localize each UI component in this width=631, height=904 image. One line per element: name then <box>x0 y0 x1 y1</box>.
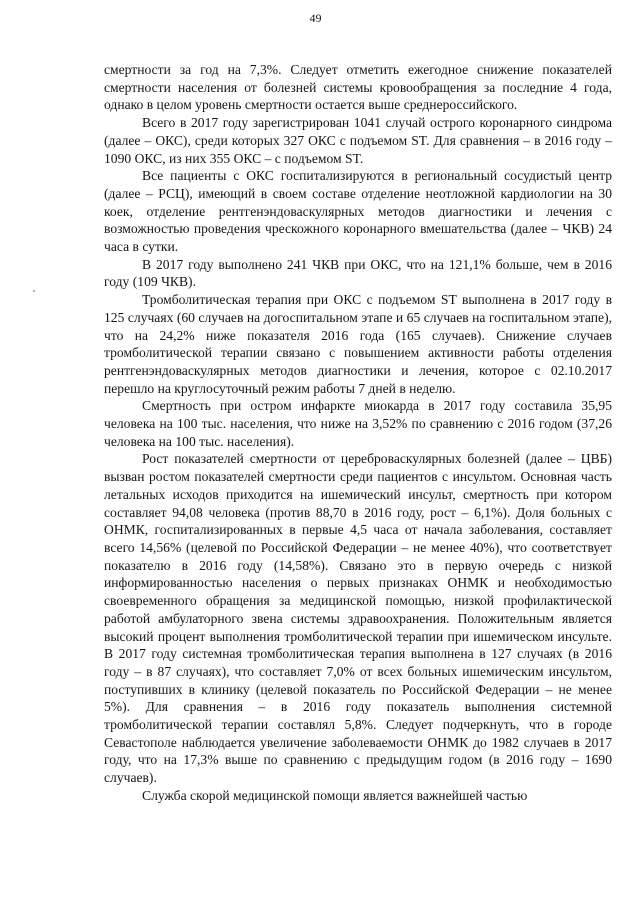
margin-dot <box>33 290 35 292</box>
paragraph-pci-count: В 2017 году выполнено 241 ЧКВ при ОКС, что на 121,1% больше, чем в 2016 году (109 ЧКВ). <box>104 256 612 290</box>
paragraph-oks-cases: Всего в 2017 году зарегистрирован 1041 случай острого коронарного синдрома (далее – ОКС), среди которых 327 ОКС с подъемом ST. Для сравнения – в 2016 году – 1090 ОКС, из них 355 ОКС – с подъемом ST. <box>104 115 612 166</box>
paragraph-rsc-center: Все пациенты с ОКС госпитализируются в региональный сосудистый центр (далее – РСЦ), имеющий в своем составе отделение неотложной кардиологии на 30 коек, отделение рентгенэндоваскулярных методов диагностики и лечения с возможностью проведения чрескожного коронарного вмешательства (далее – ЧКВ) 24 часа в сутки. <box>104 168 612 255</box>
paragraph-mortality-trend: смертности за год на 7,3%. Следует отметить ежегодное снижение показателей смертности населения от болезней системы кровообращения за последние 4 года, однако в целом уровень смертности остается выше среднероссийского. <box>104 62 612 113</box>
page-number: 49 <box>309 11 322 25</box>
paragraph-thrombolytic-therapy: Тромболитическая терапия при ОКС с подъемом ST выполнена в 2017 году в 125 случаях (60 случаев на догоспитальном этапе и 65 случаев на госпитальном этапе), что на 24,2% ниже показателя 2016 года (165 случаев). Снижение случаев тромболитической терапии связано с повышением активности работы отделения рентгенэндоваскулярных методов диагностики и лечения, которое с 02.10.2017 перешло на круглосуточный режим работы 7 дней в неделю. <box>104 292 612 396</box>
paragraph-infarction-mortality: Смертность при остром инфаркте миокарда в 2017 году составила 35,95 человека на 100 тыс. населения, что ниже на 3,52% по сравнению с 2016 годом (37,26 человека на 100 тыс. населения). <box>104 398 612 449</box>
paragraph-cerebrovascular: Рост показателей смертности от цереброваскулярных болезней (далее – ЦВБ) вызван ростом показателей смертности среди пациентов с инсультом. Основная часть летальных исходов приходится на ишемический инсульт, смертность при котором составляет 94,08 человека (против 88,70 в 2016 году, рост – 6,1%). Доля больных с ОНМК, госпитализированных в первые 4,5 часа от начала заболевания, составляет всего 14,56% (целевой по Российской Федерации – не менее 40%), что соответствует показателю в 2016 году (14,58%). Связано это в первую очередь с низкой информированностью населения о первых признаках ОНМК и необходимостью своевременного обращения за медицинской помощью, низкой профилактической работой амбулаторного звена системы здравоохранения. Положительным является высокий процент выполнения тромболитической терапии при ишемическом инсульте. В 2017 году системная тромболитическая терапия выполнена в 127 случаях (в 2016 году – в 87 случаях), что составляет 7,0% от всех больных ишемическим инсультом, поступивших в клинику (целевой показатель по Российской Федерации – не менее 5%). Для сравнения – в 2016 году показатель выполнения системной тромболитической терапии составлял 5,8%. Следует подчеркнуть, что в городе Севастополе наблюдается увеличение заболеваемости ОНМК до 1982 случаев в 2017 году, что на 17,3% выше по сравнению с предыдущим годом (в 2016 году – 1690 случаев). <box>104 451 612 786</box>
paragraph-ambulance-service: Служба скорой медицинской помощи является важнейшей частью <box>142 787 528 803</box>
document-body <box>104 61 612 805</box>
